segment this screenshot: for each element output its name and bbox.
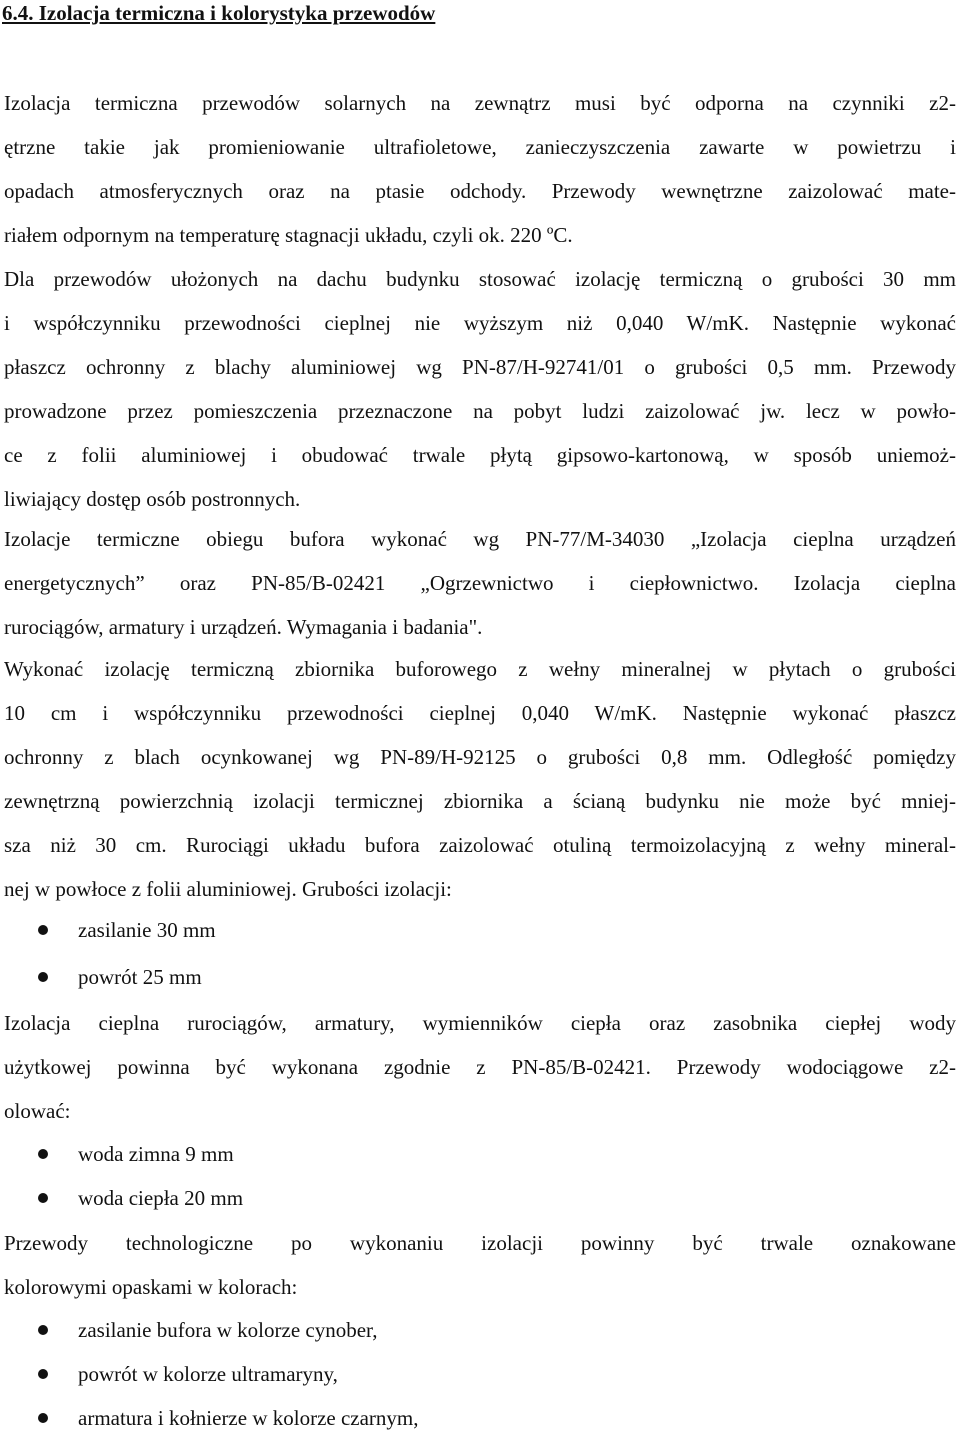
text-line: energetycznych” oraz PN-85/B-02421 „Ogrzewnictwo i ciepłownictwo. Izolacja cieplna <box>4 571 956 595</box>
text-line: ętrzne takie jak promieniowanie ultrafioletowe, zanieczyszczenia zawarte w powietrzu i <box>4 135 956 159</box>
section-heading: 6.4. Izolacja termiczna i kolorystyka przewodów <box>2 1 436 25</box>
list-item <box>0 1308 419 1352</box>
list-item <box>0 955 216 999</box>
color-marking-list <box>0 1308 419 1440</box>
list-item-label: armatura i kołnierze w kolorze czarnym, <box>78 1406 419 1430</box>
text-line: i współczynniku przewodności cieplnej nie wyższym niż 0,040 W/mK. Następnie wykonać <box>4 311 956 335</box>
list-item <box>0 1352 419 1396</box>
text-line: olować: <box>4 1099 71 1123</box>
text-line: rurociągów, armatury i urządzeń. Wymagania i badania". <box>4 615 483 639</box>
list-item <box>0 1396 419 1440</box>
list-item-label: zasilanie 30 mm <box>78 918 216 942</box>
list-item-label: zasilanie bufora w kolorze cynober, <box>78 1318 378 1342</box>
text-line: użytkowej powinna być wykonana zgodnie z PN-85/B-02421. Przewody wodociągowe z2- <box>4 1055 956 1079</box>
bullet-icon <box>38 1369 48 1379</box>
text-line: liwiający dostęp osób postronnych. <box>4 487 301 511</box>
text-line: Izolacje termiczne obiegu bufora wykonać wg PN-77/M-34030 „Izolacja cieplna urządzeń <box>4 527 956 551</box>
list-item-label: powrót 25 mm <box>78 965 202 989</box>
text-line: sza niż 30 cm. Rurociągi układu bufora zaizolować otuliną termoizolacyjną z wełny mineral- <box>4 833 956 857</box>
list-item <box>0 908 216 952</box>
bullet-icon <box>38 1149 48 1159</box>
text-line: Izolacja termiczna przewodów solarnych na zewnątrz musi być odporna na czynniki z2- <box>4 91 956 115</box>
paragraph-outdoor-insulation <box>4 81 956 257</box>
text-line: ce z folii aluminiowej i obudować trwale płytą gipsowo-kartonową, w sposób uniemoż- <box>4 443 956 467</box>
paragraph-buffer-tank <box>4 647 956 911</box>
list-item-label: powrót w kolorze ultramaryny, <box>78 1362 338 1386</box>
bullet-icon <box>38 972 48 982</box>
bullet-icon <box>38 1413 48 1423</box>
insulation-thickness-list <box>0 908 216 999</box>
bullet-icon <box>38 1325 48 1335</box>
water-pipe-list <box>0 1132 243 1220</box>
text-line: Izolacja cieplna rurociągów, armatury, wymienników ciepła oraz zasobnika ciepłej wody <box>4 1011 956 1035</box>
text-line: zewnętrzną powierzchnią izolacji termicznej zbiornika a ścianą budynku nie może być mniej- <box>4 789 956 813</box>
text-line: płaszcz ochronny z blachy aluminiowej wg PN-87/H-92741/01 o grubości 0,5 mm. Przewody <box>4 355 956 379</box>
paragraph-buffer-circuit <box>4 517 956 649</box>
text-line: prowadzone przez pomieszczenia przeznaczone na pobyt ludzi zaizolować jw. lecz w powło- <box>4 399 956 423</box>
text-line: kolorowymi opaskami w kolorach: <box>4 1275 298 1299</box>
text-line: riałem odpornym na temperaturę stagnacji układu, czyli ok. 220 ºC. <box>4 223 573 247</box>
bullet-icon <box>38 925 48 935</box>
bullet-icon <box>38 1193 48 1203</box>
text-line: opadach atmosferycznych oraz na ptasie odchody. Przewody wewnętrzne zaizolować mate- <box>4 179 956 203</box>
text-line: Dla przewodów ułożonych na dachu budynku stosować izolację termiczną o grubości 30 mm <box>4 267 956 291</box>
list-item <box>0 1132 243 1176</box>
text-line: Wykonać izolację termiczną zbiornika buforowego z wełny mineralnej w płytach o grubości <box>4 657 956 681</box>
paragraph-pipe-marking <box>4 1221 956 1309</box>
text-line: ochronny z blach ocynkowanej wg PN-89/H-92125 o grubości 0,8 mm. Odległość pomiędzy <box>4 745 956 769</box>
text-line: nej w powłoce z folii aluminiowej. Grubości izolacji: <box>4 877 452 901</box>
text-line: 10 cm i współczynniku przewodności cieplnej 0,040 W/mK. Następnie wykonać płaszcz <box>4 701 956 725</box>
paragraph-roof-pipes <box>4 257 956 521</box>
list-item-label: woda ciepła 20 mm <box>78 1186 244 1210</box>
list-item <box>0 1176 243 1220</box>
paragraph-hot-water-pipes <box>4 1001 956 1133</box>
list-item-label: woda zimna 9 mm <box>78 1142 234 1166</box>
text-line: Przewody technologiczne po wykonaniu izolacji powinny być trwale oznakowane <box>4 1231 956 1255</box>
